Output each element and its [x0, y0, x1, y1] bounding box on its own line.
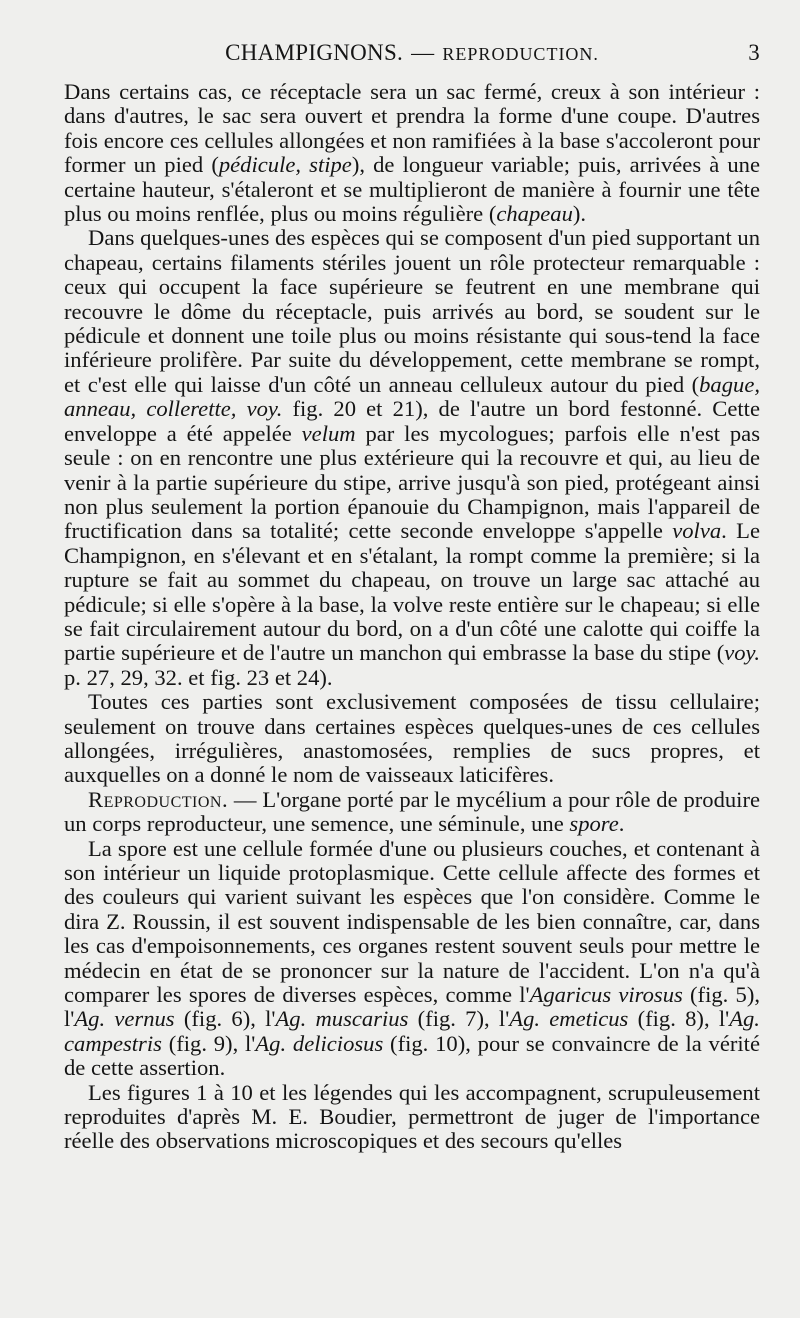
text-run: . Le Champignon, en s'élevant et en s'étalant, la rompt comme la première; si la rupture se fait au sommet du chapeau, on trouve un large sac attaché au pédicule; si elle s'opère à la base, la volve reste entière sur le chapeau; si elle se fait circulairement autour du bord, on a d'un côté une calotte qui coiffe la partie supérieure et de l'autre un manchon qui embrasse la base du stipe (: [64, 518, 760, 666]
italic-text: voy.: [724, 640, 760, 666]
paragraph: [64, 690, 760, 788]
running-header: [64, 40, 760, 80]
text-run: — L'organe porté par le mycélium a pour rôle de produire un corps reproducteur, une semence, une séminule, une: [64, 786, 760, 837]
text-run: ).: [572, 201, 587, 227]
text-run: (fig. 5), l': [64, 982, 760, 1032]
text-run: Toutes ces parties sont exclusivement composées de tissu cellulaire; seulement on trouve dans certaines espèces quelques-unes de ces cellules allongées, irrégulières, anastomosées, remplies de sucs propres, et auxquelles on a donné le nom de vaisseaux laticifères.: [64, 689, 760, 788]
text-run: Dans certains cas, ce réceptacle sera un sac fermé, creux à son intérieur : dans d'autres, le sac sera ouvert et prendra la forme d'une coupe. D'autres fois encore ces cellules allongées et non ramifiées à la base s'accoleront pour former un pied (: [64, 79, 760, 178]
text-run: Dans quelques-unes des espèces qui se composent d'un pied supportant un chapeau, certains filaments stériles jouent un rôle protecteur remarquable : ceux qui occupent la face supérieure se feutrent en une membrane qui recouvre le dôme du réceptacle, puis arrivés au bord, se soudent sur le pédicule et donnent une toile plus ou moins résistante qui sous-tend la face inférieure prolifère. Par suite du développement, cette membrane se rompt, et c'est elle qui laisse d'un côté un anneau celluleux autour du pied (: [64, 225, 760, 397]
italic-text: Agaricus virosus: [529, 982, 683, 1008]
italic-text: velum: [301, 420, 356, 446]
text-run: Les figures 1 à 10 et les légendes qui les accompagnent, scrupuleusement reproduites d'après M. E. Boudier, permettront de juger de l'importance réelle des observations microscopiques et des secours qu'elles: [64, 1079, 760, 1154]
paragraph: [64, 226, 760, 690]
text-run: .: [618, 811, 625, 837]
italic-text: Ag. emeticus: [509, 1006, 629, 1032]
header-subtitle: REPRODUCTION.: [442, 44, 599, 64]
text-run: (fig. 6), l': [174, 1006, 276, 1032]
text-run: par les mycologues; parfois elle n'est pas seule : on en rencontre une plus extérieure qui la recouvre et qui, au lieu de venir à la partie supérieure du stipe, arrive jusqu'à son pied, protégeant ainsi non plus seulement la portion épanouie du Champignon, mais l'appareil de fructification dans sa totalité; cette seconde enveloppe s'appelle: [64, 420, 760, 544]
text-run: (fig. 8), l': [628, 1006, 730, 1032]
paragraph: [64, 80, 760, 226]
italic-text: chapeau: [496, 201, 573, 227]
text-run: (fig. 9), l': [161, 1030, 256, 1056]
italic-text: volva: [672, 518, 722, 544]
italic-text: spore: [569, 811, 619, 837]
italic-text: Ag. muscarius: [275, 1006, 409, 1032]
italic-text: bague, anneau, collerette, voy.: [64, 371, 760, 422]
italic-text: Ag. vernus: [74, 1006, 175, 1032]
paragraph: [64, 788, 760, 837]
italic-text: Ag. campestris: [64, 1006, 760, 1056]
text-run: (fig. 10), pour se convaincre de la vérité de cette assertion.: [64, 1030, 760, 1081]
text-run: (fig. 7), l': [408, 1006, 510, 1032]
italic-text: pédicule, stipe: [218, 152, 352, 178]
header-separator: —: [411, 40, 435, 65]
text-run: fig. 20 et 21), de l'autre un bord festonné. Cette enveloppe a été appelée: [64, 396, 760, 446]
page-number: 3: [748, 40, 760, 65]
text-run: p. 27, 29, 32. et fig. 23 et 24).: [64, 664, 333, 690]
header-title: CHAMPIGNONS.: [225, 40, 404, 65]
italic-text: Ag. deliciosus: [255, 1030, 384, 1056]
paragraph: [64, 837, 760, 1081]
text-run: La spore est une cellule formée d'une ou plusieurs couches, et contenant à son intérieur un liquide protoplasmique. Cette cellule affecte des formes et des couleurs qui varient suivant les espèces que l'on considère. Comme le dira Z. Roussin, il est souvent indispensable de les bien connaître, car, dans les cas d'empoisonnements, ces organes restent souvent seuls pour mettre le médecin en état de se prononcer sur la nature de l'accident. L'on n'a qu'à comparer les spores de diverses espèces, comme l': [64, 835, 760, 1008]
paragraph: [64, 1081, 760, 1154]
text-run: ), de longueur variable; puis, arrivées à une certaine hauteur, s'étaleront et se multiplieront de manière à fournir une tête plus ou moins renflée, plus ou moins régulière (: [64, 152, 761, 227]
body-text: [64, 80, 760, 1154]
section-heading: Reproduction.: [88, 786, 229, 812]
